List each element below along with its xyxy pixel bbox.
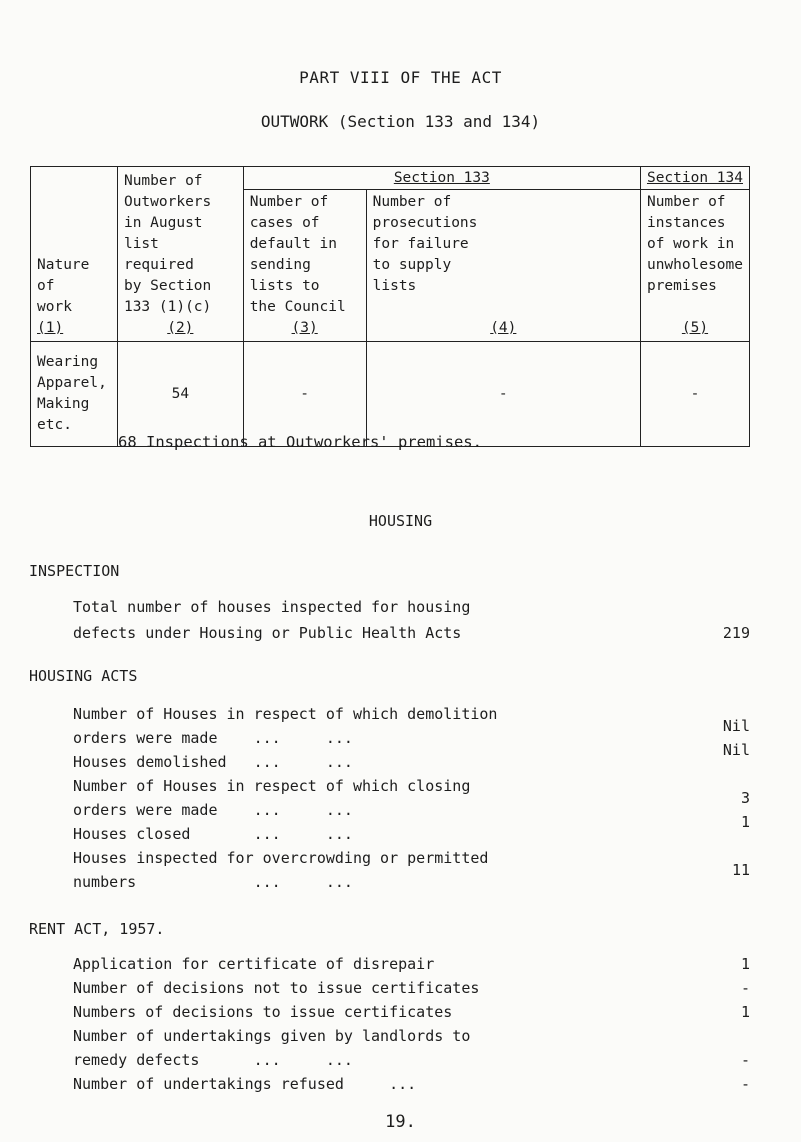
housing-acts-line: Number of Houses in respect of which closing xyxy=(73,777,471,795)
col-header-unwholesome: Number of instances of work in unwholesome premises (5) xyxy=(640,190,749,342)
table-row xyxy=(31,342,750,447)
housing-acts-line: Houses inspected for overcrowding or permitted xyxy=(73,849,489,867)
page-subtitle: OUTWORK (Section 133 and 134) xyxy=(260,112,541,131)
table-cell-outworkers: 54 xyxy=(117,342,243,447)
rent-act-value: - xyxy=(740,1051,750,1069)
page-number: 19. xyxy=(385,1112,416,1132)
inspection-heading: INSPECTION xyxy=(29,562,120,580)
rent-act-line: Number of undertakings given by landlords to xyxy=(73,1027,471,1045)
housing-acts-line: Number of Houses in respect of which demolition xyxy=(73,705,498,723)
housing-acts-line: orders were made ... ... xyxy=(73,729,353,747)
inspection-value: 219 xyxy=(722,624,750,642)
inspection-line: Total number of houses inspected for housing xyxy=(73,598,471,616)
col-header-default-cases: Number of cases of default in sending lists to the Council (3) xyxy=(243,190,366,342)
housing-acts-value: Nil xyxy=(722,741,750,759)
rent-act-value: 1 xyxy=(740,1003,750,1021)
housing-acts-line: orders were made ... ... xyxy=(73,801,353,819)
col-header-prosecutions: Number of prosecutions for failure to supply lists (4) xyxy=(366,190,640,342)
rent-act-line: Numbers of decisions to issue certificates xyxy=(73,1003,453,1021)
housing-acts-value: 11 xyxy=(731,861,750,879)
group-header-section-134: Section 134 xyxy=(640,167,749,190)
table-cell-nature: Wearing Apparel, Making etc. xyxy=(31,342,118,447)
rent-act-value: - xyxy=(740,1075,750,1093)
housing-acts-line: numbers ... ... xyxy=(73,873,353,891)
col-header-nature: Nature of work (1) xyxy=(31,167,118,342)
group-header-section-133: Section 133 xyxy=(243,167,640,190)
rent-act-heading: RENT ACT, 1957. xyxy=(29,920,165,938)
housing-acts-line: Houses closed ... ... xyxy=(73,825,353,843)
rent-act-value: - xyxy=(740,979,750,997)
rent-act-line: Number of undertakings refused ... xyxy=(73,1075,417,1093)
housing-acts-value: Nil xyxy=(722,717,750,735)
housing-acts-line: Houses demolished ... ... xyxy=(73,753,353,771)
housing-heading: HOUSING xyxy=(368,512,433,530)
col-header-outworkers: Number of Outworkers in August list required by Section 133 (1)(c) (2) xyxy=(117,167,243,342)
housing-acts-heading: HOUSING ACTS xyxy=(29,667,138,685)
inspection-line: defects under Housing or Public Health Acts xyxy=(73,624,462,642)
housing-acts-value: 3 xyxy=(740,789,750,807)
outwork-table xyxy=(30,166,750,447)
rent-act-value: 1 xyxy=(740,955,750,973)
rent-act-line: remedy defects ... ... xyxy=(73,1051,353,1069)
page-title: PART VIII OF THE ACT xyxy=(299,68,502,87)
table-header-row xyxy=(31,167,750,190)
rent-act-line: Application for certificate of disrepair xyxy=(73,955,435,973)
rent-act-line: Number of decisions not to issue certificates xyxy=(73,979,480,997)
table-cell-default-cases: - xyxy=(243,342,366,447)
inspections-note: 68 Inspections at Outworkers' premises. xyxy=(118,433,482,451)
table-cell-prosecutions: - xyxy=(366,342,640,447)
table-cell-unwholesome: - xyxy=(640,342,749,447)
housing-acts-value: 1 xyxy=(740,813,750,831)
